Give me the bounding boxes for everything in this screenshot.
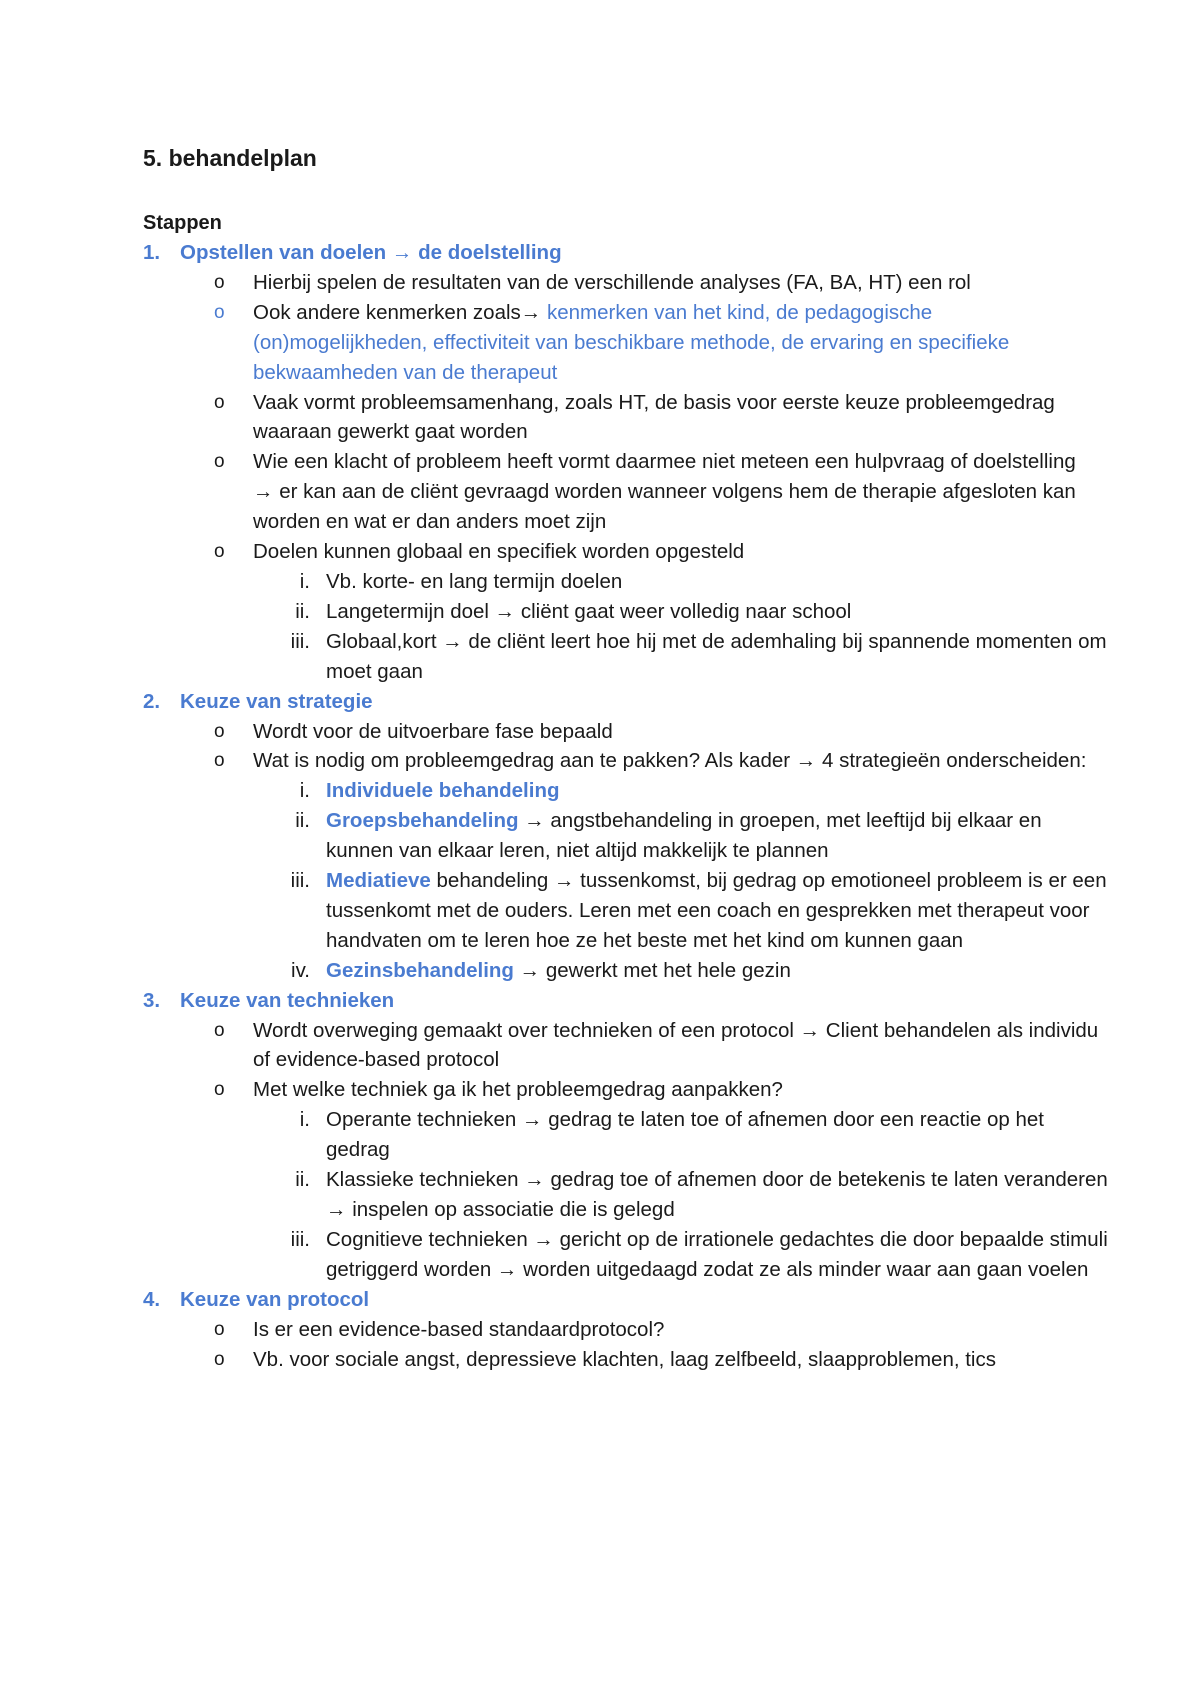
sub-item <box>0 1105 1200 1165</box>
bullet-text: Wat is nodig om probleemgedrag aan te pakken? Als kader → 4 strategieën onderscheiden: <box>253 749 1087 773</box>
roman-numeral: i. <box>299 1108 310 1132</box>
step-3 <box>0 986 1200 1016</box>
sub-item <box>0 1165 1200 1225</box>
sub-item <box>0 627 1200 687</box>
step-number: 4. <box>143 1287 161 1311</box>
steps-list <box>0 238 1200 1374</box>
sub-item-text: Klassieke technieken → gedrag toe of afnemen door de betekenis te laten veranderen → inspelen op associatie die is gelegd <box>326 1168 1108 1221</box>
bullet-text: Is er een evidence-based standaardprotocol? <box>253 1317 665 1341</box>
list-item <box>0 447 1200 537</box>
step-number: 2. <box>143 689 161 713</box>
roman-numeral: iii. <box>290 869 310 893</box>
sub-item-text: Cognitieve technieken → gericht op de irrationele gedachtes die door bepaalde stimuli getriggerd worden → worden uitgedaagd zodat ze als minder waar aan gaan voelen <box>326 1227 1108 1281</box>
sub-item <box>0 866 1200 956</box>
sub-item-text: → angstbehandeling in groepen, met leeftijd bij elkaar en kunnen van elkaar leren, niet altijd makkelijk te plannen <box>326 809 1042 863</box>
sub-item-text: Operante technieken → gedrag te laten toe of afnemen door een reactie op het gedrag <box>326 1108 1044 1162</box>
bullet-marker: o <box>214 301 225 323</box>
step-number: 1. <box>143 241 161 264</box>
bullet-text: Vb. voor sociale angst, depressieve klachten, laag zelfbeeld, slaapproblemen, tics <box>253 1347 996 1371</box>
list-item <box>0 1315 1200 1345</box>
step-4 <box>0 1285 1200 1315</box>
bullet-text: Met welke techniek ga ik het probleemgedrag aanpakken? <box>253 1078 783 1102</box>
roman-numeral: iii. <box>290 629 310 653</box>
step-label: Keuze van technieken <box>180 988 395 1012</box>
sub-item <box>0 567 1200 597</box>
step-label: Keuze van protocol <box>180 1287 370 1311</box>
sub-item <box>0 1225 1200 1285</box>
section-heading: Stappen <box>143 212 222 234</box>
list-item <box>0 1075 1200 1105</box>
strategy-name: Mediatieve <box>326 869 431 893</box>
roman-numeral: i. <box>299 779 310 803</box>
bullet-marker: o <box>214 391 225 413</box>
bullet-text: Doelen kunnen globaal en specifiek worden opgesteld <box>253 540 745 564</box>
step-2 <box>0 687 1200 717</box>
step-label: Keuze van strategie <box>180 689 373 713</box>
bullet-text: Wordt voor de uitvoerbare fase bepaald <box>253 719 613 743</box>
bullet-marker: o <box>214 1348 225 1370</box>
roman-numeral: ii. <box>295 599 310 623</box>
bullet-marker: o <box>214 750 225 772</box>
bullet-text: Ook andere kenmerken zoals→ <box>253 300 547 324</box>
bullet-text: Hierbij spelen de resultaten van de verschillende analyses (FA, BA, HT) een rol <box>253 270 971 294</box>
roman-numeral: iv. <box>291 958 310 982</box>
bullet-text: Wordt overweging gemaakt over technieken of een protocol → Client behandelen als individu of evidence-based protocol <box>253 1018 1099 1072</box>
bullet-marker: o <box>214 541 225 563</box>
step-label: Opstellen van doelen → de doelstelling <box>180 241 562 264</box>
bullet-marker: o <box>214 271 225 293</box>
list-item <box>0 1016 1200 1076</box>
bullet-marker: o <box>214 720 225 742</box>
list-item <box>0 1345 1200 1375</box>
sub-item <box>0 956 1200 986</box>
step-number: 3. <box>143 988 161 1012</box>
roman-numeral: i. <box>299 569 310 593</box>
page-title: 5. behandelplan <box>143 145 317 171</box>
sub-item <box>0 776 1200 806</box>
list-item <box>0 717 1200 747</box>
strategy-name: Individuele behandeling <box>326 779 560 803</box>
list-item <box>0 388 1200 448</box>
strategy-name: Gezinsbehandeling <box>326 958 514 982</box>
list-item <box>0 298 1200 388</box>
sub-item-text: Langetermijn doel → cliënt gaat weer volledig naar school <box>326 599 852 623</box>
sub-item-text: → gewerkt met het hele gezin <box>513 958 791 982</box>
bullet-text: Vaak vormt probleemsamenhang, zoals HT, de basis voor eerste keuze probleemgedrag waaraan gewerkt gaat worden <box>253 390 1055 444</box>
highlight-text: kenmerken van het kind, de pedagogische (on)mogelijkheden, effectiviteit van beschikbare methode, de ervaring en specifieke bekwaamheden van de therapeut <box>253 300 1010 384</box>
step-1 <box>0 238 1200 268</box>
bullet-marker: o <box>214 451 225 473</box>
roman-numeral: ii. <box>295 809 310 833</box>
sub-item-text: Vb. korte- en lang termijn doelen <box>326 569 623 593</box>
bullet-marker: o <box>214 1079 225 1101</box>
roman-numeral: iii. <box>290 1227 310 1251</box>
sub-item-text: behandeling → tussenkomst, bij gedrag op emotioneel probleem is er een tussenkomt met de ouders. Leren met een coach en gesprekken met therapeut voor handvaten om te leren hoe ze het beste met het kind om kunnen gaan <box>326 869 1107 952</box>
roman-numeral: ii. <box>295 1168 310 1192</box>
bullet-marker: o <box>214 1318 225 1340</box>
list-item <box>0 537 1200 567</box>
sub-item-text: Globaal,kort → de cliënt leert hoe hij met de ademhaling bij spannende momenten om moet gaan <box>326 629 1107 683</box>
bullet-marker: o <box>214 1019 225 1041</box>
strategy-name: Groepsbehandeling <box>326 809 519 833</box>
list-item <box>0 268 1200 298</box>
bullet-text: Wie een klacht of probleem heeft vormt daarmee niet meteen een hulpvraag of doelstelling → er kan aan de cliënt gevraagd worden wanneer volgens hem de therapie afgesloten kan worden en wat er dan anders moet zijn <box>253 450 1076 534</box>
list-item <box>0 746 1200 776</box>
sub-item <box>0 806 1200 866</box>
sub-item <box>0 597 1200 627</box>
